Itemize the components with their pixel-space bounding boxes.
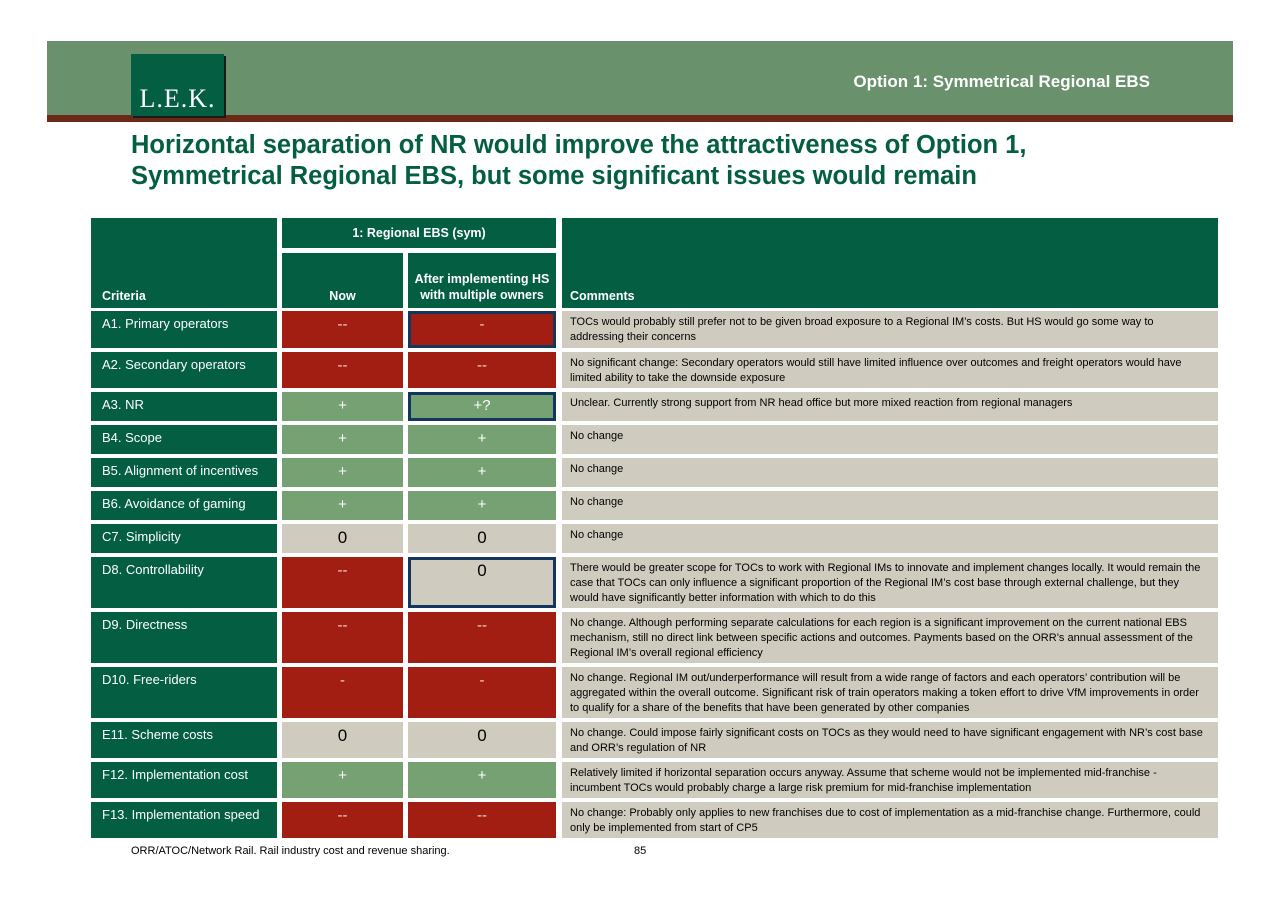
criteria-cell: B5. Alignment of incentives — [91, 458, 277, 487]
score-after-hs: +? — [408, 392, 556, 421]
comment-cell: TOCs would probably still prefer not to be given broad exposure to a Regional IM’s costs. But HS would go some way to addressing their concerns — [562, 311, 1218, 348]
comment-cell: No change. Regional IM out/underperformance will result from a wide range of factors and each operators’ contribution will be aggregated within the overall outcome. Significant risk of train operators making a token effort to drive VfM improvements in order to qualify for a share of the benefits that have been generated by other companies — [562, 667, 1218, 718]
score-after-hs: + — [408, 458, 556, 487]
criteria-cell: D9. Directness — [91, 612, 277, 663]
header-now — [282, 253, 403, 308]
score-after-hs: + — [408, 491, 556, 520]
score-after-hs: - — [408, 311, 556, 348]
criteria-cell: E11. Scheme costs — [91, 722, 277, 758]
score-now: + — [282, 425, 403, 454]
score-now: + — [282, 458, 403, 487]
score-now: + — [282, 491, 403, 520]
header-comments — [562, 218, 1218, 308]
page-number: 85 — [634, 845, 647, 857]
comment-cell: No significant change: Secondary operators would still have limited influence over outcomes and freight operators would have limited ability to take the downside exposure — [562, 352, 1218, 388]
header-option-group — [282, 218, 556, 248]
score-after-hs: 0 — [408, 524, 556, 553]
criteria-cell: D8. Controllability — [91, 557, 277, 608]
header-after-hs — [408, 253, 556, 308]
comment-cell: No change — [562, 458, 1218, 487]
header-option-group-label: 1: Regional EBS (sym) — [352, 226, 486, 240]
section-label: Option 1: Symmetrical Regional EBS — [853, 72, 1150, 91]
score-now: - — [282, 667, 403, 718]
score-after-hs: + — [408, 762, 556, 798]
comment-cell: Unclear. Currently strong support from NR head office but more mixed reaction from regional managers — [562, 392, 1218, 421]
criteria-cell: A1. Primary operators — [91, 311, 277, 348]
score-now: + — [282, 392, 403, 421]
footer-source: ORR/ATOC/Network Rail. Rail industry cost and revenue sharing. — [131, 845, 450, 857]
score-now: -- — [282, 802, 403, 838]
criteria-cell: F12. Implementation cost — [91, 762, 277, 798]
score-now: -- — [282, 311, 403, 348]
score-now: -- — [282, 352, 403, 388]
header-now-label: Now — [329, 289, 356, 303]
header-comments-label: Comments — [570, 289, 635, 303]
score-after-hs: -- — [408, 352, 556, 388]
lek-logo — [131, 54, 224, 116]
comment-cell: There would be greater scope for TOCs to work with Regional IMs to innovate and implement changes locally. It would remain the case that TOCs can only influence a significant proportion of the Regional IM’s cost base through external challenge, but they would have significantly better information with which to do this — [562, 557, 1218, 608]
header-criteria — [91, 218, 277, 308]
criteria-cell: A2. Secondary operators — [91, 352, 277, 388]
score-after-hs: - — [408, 667, 556, 718]
criteria-cell: B6. Avoidance of gaming — [91, 491, 277, 520]
criteria-cell: F13. Implementation speed — [91, 802, 277, 838]
score-after-hs: -- — [408, 802, 556, 838]
comment-cell: No change — [562, 524, 1218, 553]
score-now: -- — [282, 612, 403, 663]
comment-cell: Relatively limited if horizontal separation occurs anyway. Assume that scheme would not be implemented mid-franchise - incumbent TOCs would probably charge a large risk premium for mid-franchise implementation — [562, 762, 1218, 798]
header-criteria-label: Criteria — [102, 289, 146, 303]
criteria-cell: C7. Simplicity — [91, 524, 277, 553]
comment-cell: No change: Probably only applies to new franchises due to cost of implementation as a mid-franchise change. Furthermore, could only be implemented from start of CP5 — [562, 802, 1218, 838]
criteria-cell: A3. NR — [91, 392, 277, 421]
criteria-cell: B4. Scope — [91, 425, 277, 454]
score-now: + — [282, 762, 403, 798]
score-now: 0 — [282, 524, 403, 553]
comment-cell: No change — [562, 425, 1218, 454]
score-after-hs: 0 — [408, 722, 556, 758]
logo-text: L.E.K. — [139, 84, 216, 113]
header-rule — [47, 115, 1233, 122]
comment-cell: No change — [562, 491, 1218, 520]
header-after-hs-label: After implementing HS with multiple owners — [414, 272, 550, 302]
score-after-hs: -- — [408, 612, 556, 663]
score-now: -- — [282, 557, 403, 608]
score-after-hs: 0 — [408, 557, 556, 608]
comment-cell: No change. Although performing separate calculations for each region is a significant improvement on the current national EBS mechanism, still no direct link between specific actions and outcomes. Payments based on the ORR’s annual assessment of the Regional IM’s overall regional efficiency — [562, 612, 1218, 663]
criteria-cell: D10. Free-riders — [91, 667, 277, 718]
score-now: 0 — [282, 722, 403, 758]
score-after-hs: + — [408, 425, 556, 454]
comment-cell: No change. Could impose fairly significant costs on TOCs as they would need to have significant engagement with NR’s cost base and ORR’s regulation of NR — [562, 722, 1218, 758]
page-title: Horizontal separation of NR would improve the attractiveness of Option 1, Symmetrical Regional EBS, but some significant issues would remain — [131, 131, 1027, 190]
